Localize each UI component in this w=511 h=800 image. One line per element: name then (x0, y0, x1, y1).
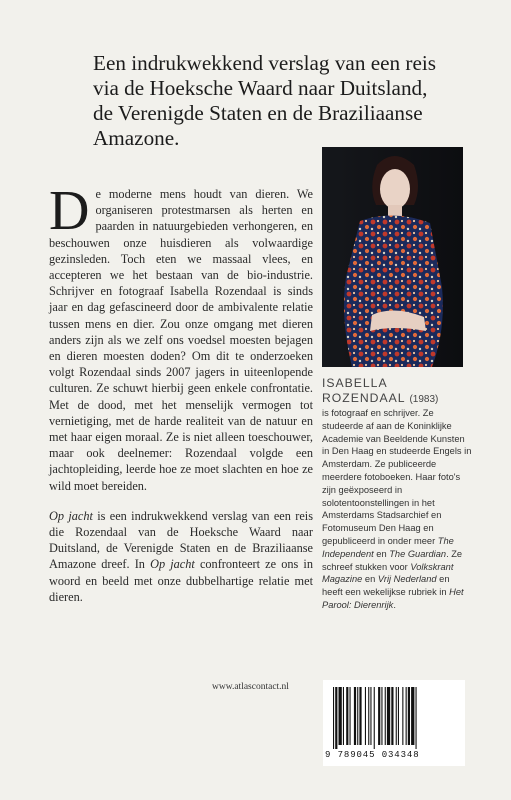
author-birth-year: (1983) (409, 394, 439, 405)
synopsis-paragraph-2 (49, 508, 313, 605)
book-title-italic: Op jacht (150, 557, 195, 572)
author-biography (322, 376, 472, 612)
isbn-barcode (323, 680, 465, 766)
publication-name: The Guardian (389, 548, 447, 559)
barcode-bars (331, 687, 457, 749)
publication-name: Volkskrant Magazine (322, 561, 454, 585)
bio-part: en heeft een wekelijkse rubriek in (322, 574, 450, 598)
publication-name: The Independent (322, 535, 454, 559)
paragraph-1-text: e moderne mens houdt van dieren. We organiseren protestmarsen als herten en paarden in natuurgebieden verhongeren, en beschouwen onze huisdieren als volwaardige gezinsleden. Toch eten we massaal vlees, en accepteren we het bestaan van de bio-industrie. Schrijver en fotograaf Isabella Rozendaal is sinds jaar en dag gefascineerd door de ambivalente relatie tussen mens en dier. Zou onze omgang met dieren anders zijn als we zelf ons voedsel moesten bejagen en dieren moesten doden? Om dit te onderzoeken volgt Rozendaal sinds 2007 jagers in uiteenlopende culturen. Ze schuwt hierbij geen enkele confrontatie. Met de dood, met het menselijk vermogen tot vernietiging, met de harde realiteit van de natuur en met haar eigen moraal. Ze is niet alleen toeschouwer, maar ook deelnemer: Rozendaal volgde een jachtopleiding, leerde hoe ze moet slachten en hoe ze wild moet bereiden. (49, 187, 313, 493)
bio-part: . (393, 599, 396, 610)
publisher-website: www.atlascontact.nl (212, 682, 289, 692)
bio-part: . Ze schreef stukken voor (322, 548, 463, 572)
publication-name: Het Parool: Dierenrijk (322, 587, 464, 610)
publication-name: Vrij Nederland (377, 574, 437, 585)
author-photo (322, 147, 463, 367)
synopsis-text (49, 180, 313, 619)
bio-part: en (373, 548, 390, 559)
synopsis-paragraph-1 (49, 180, 313, 494)
paragraph-2-text-a: is een indrukwekkend verslag van een reis die Rozendaal van de Hoeksche Waard naar Duitsland, de Verenigde Staten en de Braziliaanse Amazone dreef. In (49, 508, 313, 572)
drop-cap: D (49, 180, 90, 242)
isbn-number: 9 789045 034348 (325, 750, 420, 760)
author-first-name: ISABELLA (322, 376, 388, 390)
bio-part: en (362, 574, 378, 585)
author-last-name: ROZENDAAL (322, 391, 406, 405)
bio-part: is fotograaf en schrijver. Ze studeerde af aan de Koninklijke Academie van Beeldende Kunsten in Den Haag en studeerde Engels in Amsterdam. Ze publiceerde meerdere fotoboeken. Haar foto's zijn geëxposeerd in solotentoonstellingen in het Amsterdams Stadsarchief en Fotomuseum Den Haag en gepubliceerd in onder meer (322, 408, 472, 546)
author-bio-text (322, 407, 472, 612)
author-name (322, 376, 472, 407)
back-cover-tagline: Een indrukwekkend verslag van een reis via de Hoeksche Waard naar Duitsland, de Verenigde Staten en de Braziliaanse Amazone. (93, 51, 436, 150)
paragraph-2-text-b: confronteert ze ons in woord en beeld met onze dubbelhartige relatie met dieren. (49, 557, 313, 604)
book-title-italic: Op jacht (49, 508, 93, 523)
